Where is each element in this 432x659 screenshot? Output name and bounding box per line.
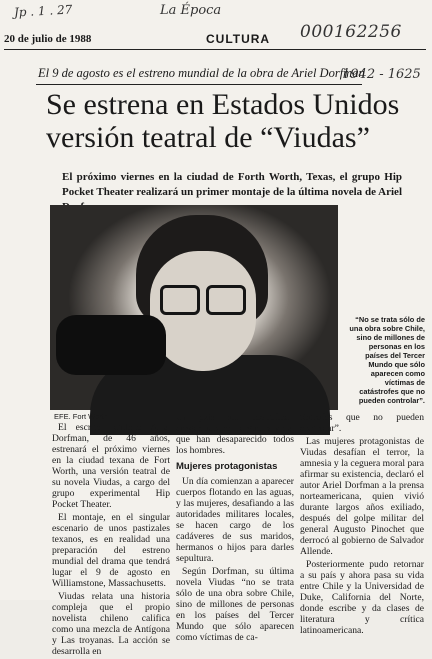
handwritten-source: La Época xyxy=(160,3,222,18)
paragraph: El escritor chileno Ariel Dorfman, de 46 años, estrenará el próximo viernes en la ciudad texana de Fort Worth, una versión teatral de su novela Viudas, a cargo del grupo experimental Hip Pocket Theater. xyxy=(52,422,170,510)
paragraph: tástrofes que no pueden controlar”. xyxy=(300,412,424,434)
section-title: CULTURA xyxy=(206,32,271,46)
paragraph: Según Dorfman, su última novela Viudas “no se trata sólo de una obra sobre Chile, sino de millones de personas en los países del Tercer Mundo que sólo aparecen como víctimas de ca- xyxy=(176,566,294,643)
author-photo xyxy=(50,205,338,410)
article-column-2 xyxy=(176,412,294,645)
article-column-1 xyxy=(52,412,170,659)
headline: Se estrena en Estados Unidos versión teatral de “Viudas” xyxy=(46,88,400,154)
kicker: El 9 de agosto es el estreno mundial de la obra de Ariel Dorfman xyxy=(38,66,365,80)
article-column-3 xyxy=(300,412,424,638)
paragraph: El montaje, en el singular escenario de unos pastizales texanos, es en realidad una preparación del estreno mundial del drama que tendrá lugar el 9 de agosto en Williamstone, Massachusetts. xyxy=(52,512,170,589)
microphone xyxy=(56,315,166,375)
paragraph: Viudas relata una historia compleja que el propio novelista chileno califica como una mezcla de Antígona y Las troyanas. La acción se desarrolla en xyxy=(52,591,170,657)
paragraph: Posteriormente pudo retornar a su país y ahora pasa su vida entre Chile y la Universidad de Duke, California del Norte, donde escribe y da clases de literatura y crítica latinoamericana. xyxy=(300,559,424,636)
issue-date: 20 de julio de 1988 xyxy=(4,33,92,45)
photo-caption: “No se trata sólo de una obra sobre Chile, sino de millones de personas en los países del Tercer Mundo que sólo aparecen como víctimas de catástrofes que no pueden controlar”. xyxy=(349,315,425,405)
handwritten-archive-id: 000162256 xyxy=(300,22,402,42)
kicker-rule xyxy=(36,84,362,85)
photo-credit: EFE. Fort Worth xyxy=(54,412,109,421)
lede: El próximo viernes en la ciudad de Forth Worth, Texas, el grupo Hip Pocket Theater realizará un primer montaje de la última novela de Ariel xyxy=(62,171,402,198)
handwritten-date-range: 1942 - 1625 xyxy=(342,67,421,82)
handwritten-reference: Jp . 1 . 27 xyxy=(13,2,73,20)
paragraph: Las mujeres protagonistas de Viudas desafían el terror, la amnesia y la ceguera moral para afirmar su existencia, declaró el autor Ariel Dorfman a la prensa norteamericana, quien vivió durante largos años exiliado, después del golpe militar del general Augusto Pinochet que derrocó al gobierno de Salvador Allende. xyxy=(300,436,424,557)
top-rule xyxy=(4,49,426,50)
paragraph: un país sin identificar, desgarrado por la guerra y del que han desaparecido todos los hombres. xyxy=(176,412,294,456)
subheading: Mujeres protagonistas xyxy=(176,461,278,472)
paragraph: Un día comienzan a aparecer cuerpos flotando en las aguas, y las mujeres, desafiando a las autoridades militares locales, se hacen cargo de los cadáveres de sus maridos, hermanos o hijos para darles sepultura. xyxy=(176,476,294,564)
